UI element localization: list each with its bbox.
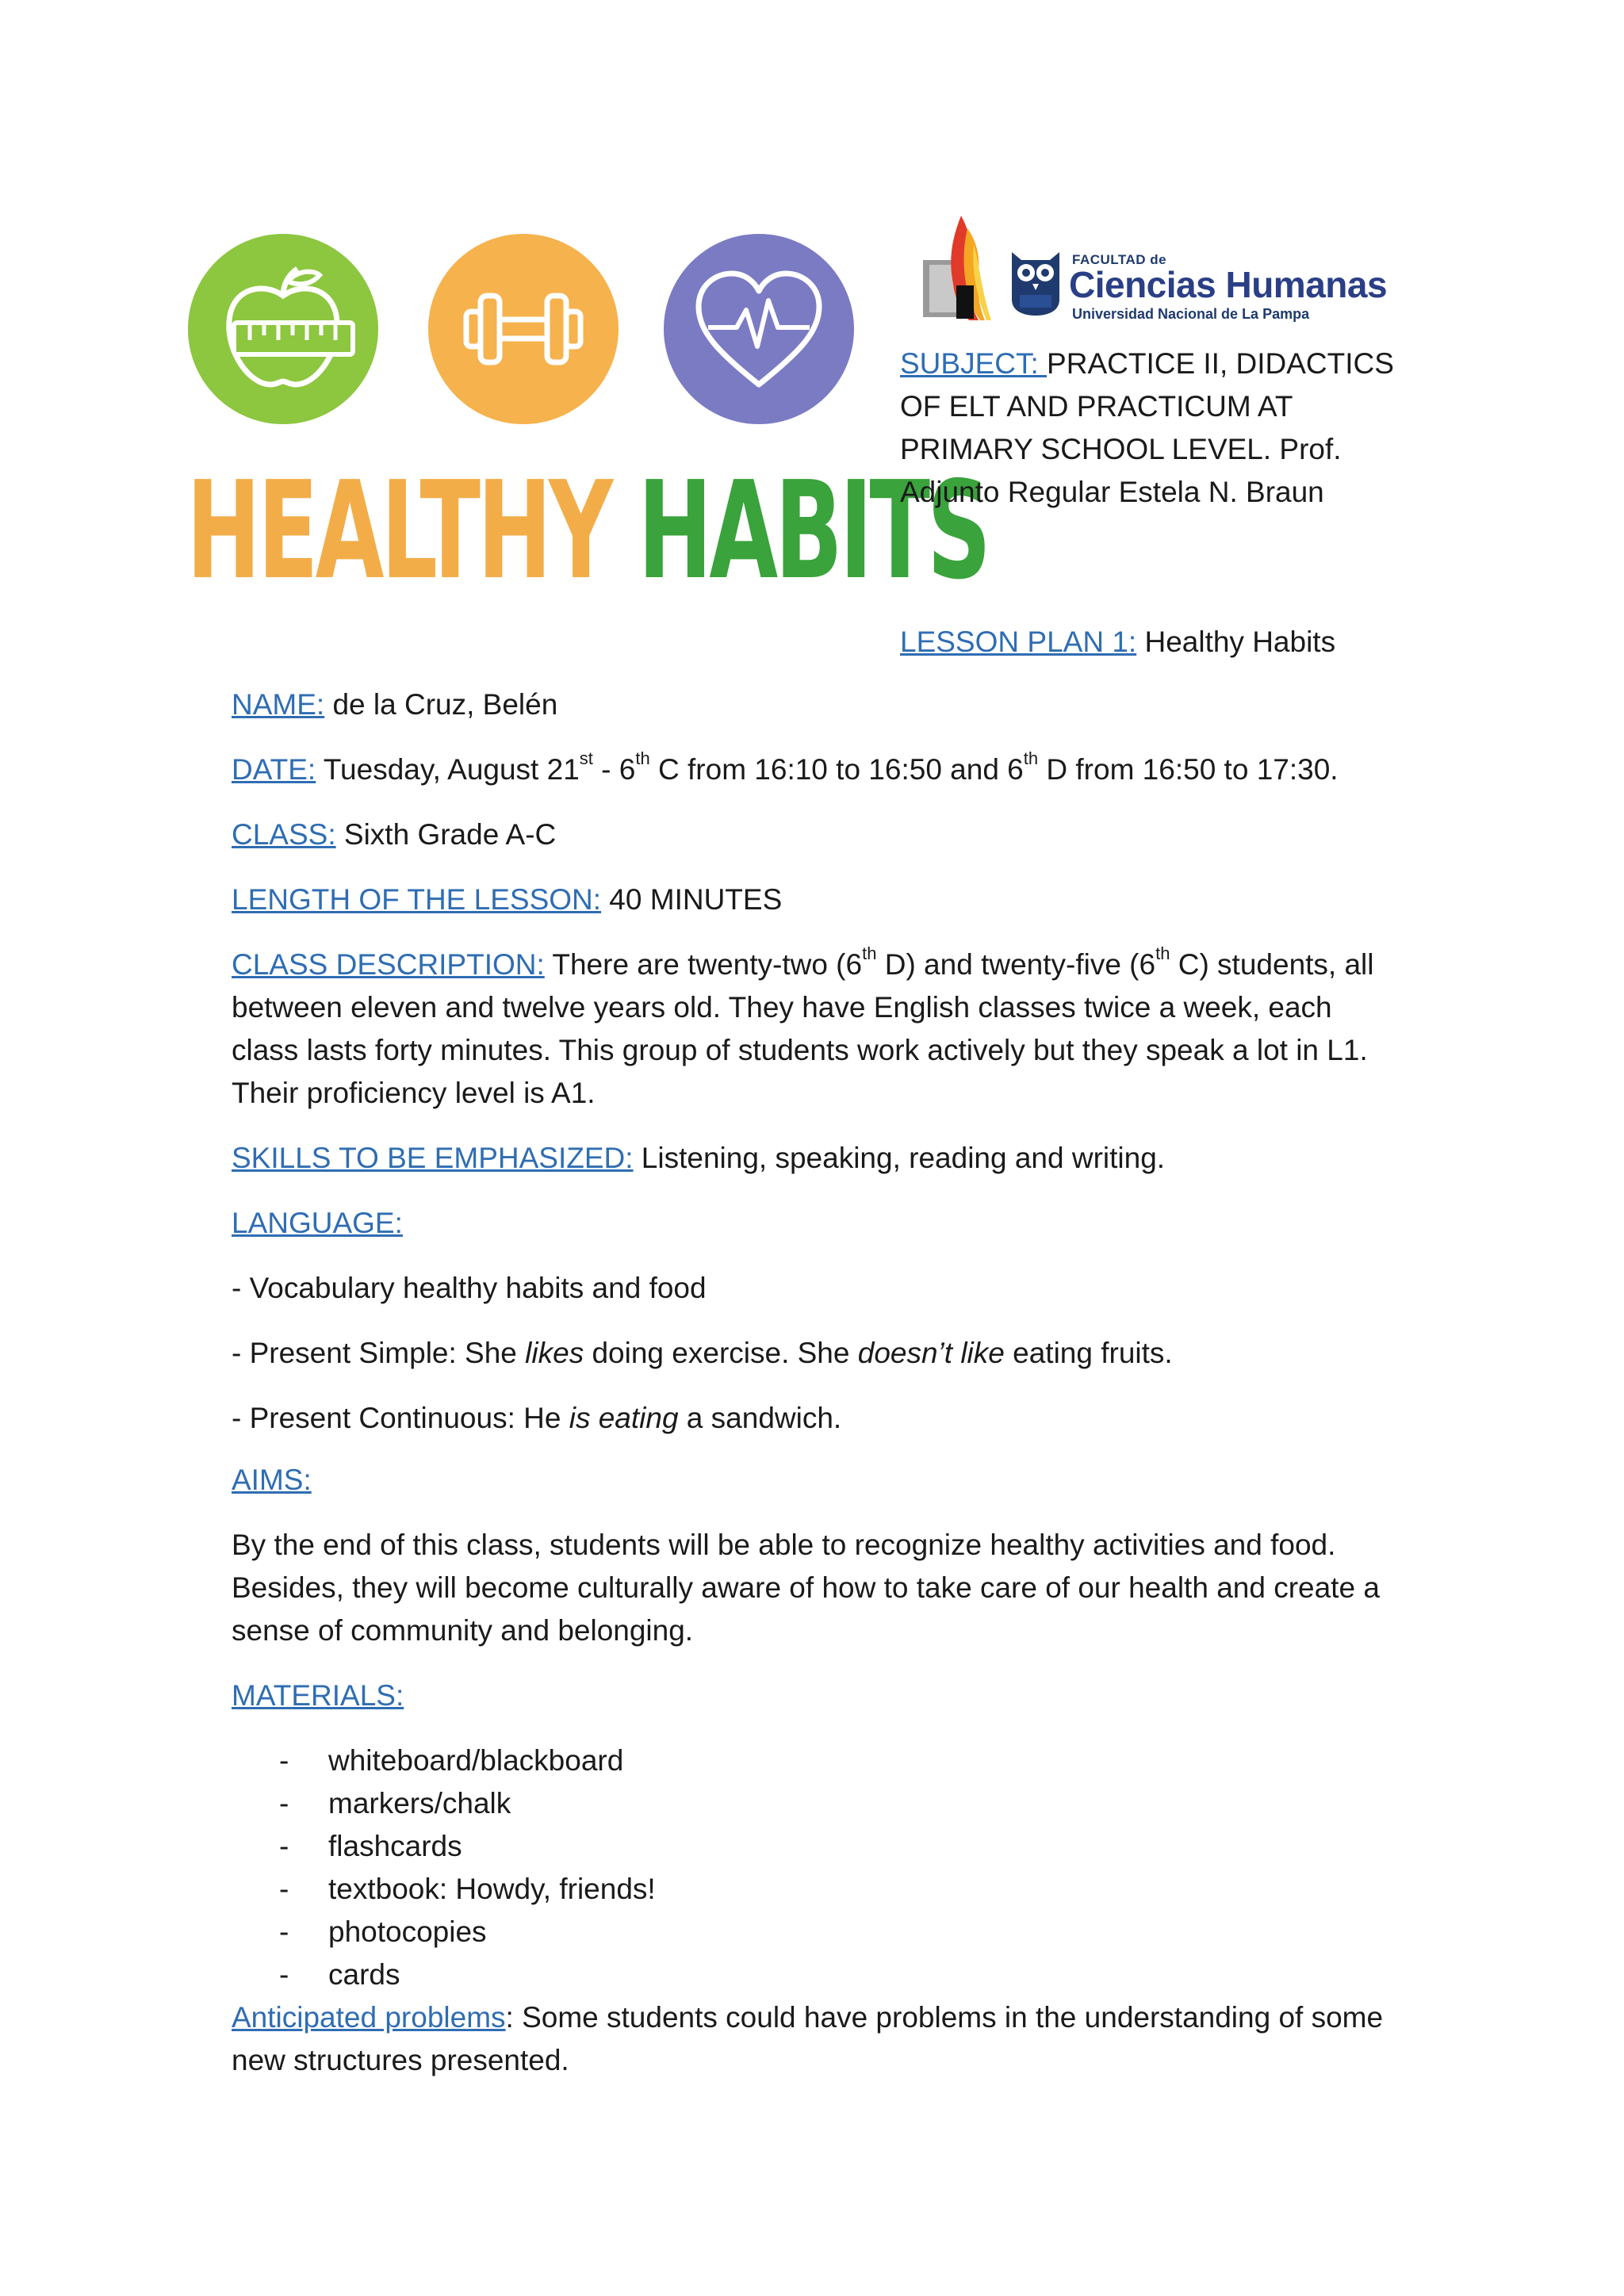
aims-heading (232, 1459, 1405, 1502)
flame-emblem-icon (921, 212, 1009, 323)
material-item-text: whiteboard/blackboard (328, 1744, 624, 1777)
class-description-superscript: th (1155, 943, 1170, 963)
list-item: - textbook: Howdy, friends! (279, 1868, 1405, 1911)
list-item: - cards (279, 1954, 1405, 1996)
logo-university-name: Universidad Nacional de La Pampa (1072, 306, 1310, 322)
material-item-text: cards (328, 1958, 400, 1991)
language-label: LANGUAGE: (232, 1207, 403, 1239)
language-text: - Present Continuous: He (232, 1402, 569, 1434)
list-item: - flashcards (279, 1825, 1405, 1868)
language-text: - Present Simple: She (232, 1337, 526, 1369)
skills-label: SKILLS TO BE EMPHASIZED: (232, 1142, 634, 1174)
banner-title (186, 452, 988, 610)
material-item-text: flashcards (328, 1830, 462, 1862)
lesson-plan-label: LESSON PLAN 1: (900, 626, 1137, 658)
materials-label: MATERIALS: (232, 1679, 404, 1712)
material-item-text: textbook: Howdy, friends! (328, 1873, 656, 1905)
name-label: NAME: (232, 688, 325, 721)
heart-pulse-icon (664, 234, 854, 424)
list-item: - photocopies (279, 1911, 1405, 1954)
language-vocab-line: - Vocabulary healthy habits and food (232, 1272, 707, 1304)
class-text: Sixth Grade A-C (335, 818, 557, 851)
language-text: a sandwich. (678, 1402, 842, 1434)
date-line (232, 748, 1405, 791)
logo-faculty-name: Ciencias Humanas (1069, 264, 1388, 305)
skills-line (232, 1137, 1405, 1180)
logo-faculty-label: FACULTAD de (1072, 252, 1167, 267)
date-superscript: th (635, 748, 650, 768)
date-text: - 6 (592, 753, 636, 786)
present-continuous-line (232, 1397, 1405, 1440)
length-text: 40 MINUTES (601, 883, 783, 916)
language-example-italic: likes (525, 1337, 584, 1369)
length-label: LENGTH OF THE LESSON: (232, 883, 602, 916)
present-simple-line (232, 1332, 1405, 1375)
class-description-text: D) and twenty-five (6 (876, 948, 1156, 981)
banner-word-habits: HABITS (638, 453, 988, 610)
language-text: eating fruits. (1004, 1337, 1173, 1369)
name-text: de la Cruz, Belén (324, 688, 558, 721)
language-text: doing exercise. She (584, 1337, 858, 1369)
list-item: - markers/chalk (279, 1782, 1405, 1825)
lesson-plan-text: Healthy Habits (1136, 626, 1336, 658)
class-description-text: C) students, all between eleven and twelve years old. They have English classes twice a week, each class lasts forty minutes. This group of students work actively but they speak a lot in L1. Their proficiency level is A1. (232, 948, 1374, 1109)
aims-paragraph: By the end of this class, students will be able to recognize healthy activities and food. Besides, they will become culturally aware of how to take care of our health and create a sense of community and belonging. (232, 1529, 1380, 1647)
date-superscript: th (1023, 748, 1039, 768)
anticipated-problems-text: : Some students could have problems in the understanding of some new structures presented. (232, 2001, 1384, 2076)
subject-label: SUBJECT: (900, 347, 1048, 380)
date-superscript: st (579, 748, 593, 768)
skills-text: Listening, speaking, reading and writing. (633, 1142, 1166, 1174)
aims-label: AIMS: (232, 1464, 312, 1496)
date-label: DATE: (232, 753, 316, 786)
material-item-text: photocopies (328, 1915, 487, 1948)
class-label: CLASS: (232, 818, 336, 851)
language-example-italic: doesn’t like (857, 1337, 1005, 1369)
list-item: - whiteboard/blackboard (279, 1739, 1405, 1782)
date-text: Tuesday, August 21 (316, 753, 580, 786)
class-description-paragraph (232, 943, 1405, 1115)
lesson-plan-line (900, 621, 1335, 664)
class-description-label: CLASS DESCRIPTION: (232, 948, 545, 981)
subject-text: PRACTICE II, DIDACTICS OF ELT AND PRACTICUM AT PRIMARY SCHOOL LEVEL. Prof. Adjunto Regular Estela N. Braun (900, 347, 1394, 508)
material-item-text: markers/chalk (328, 1787, 511, 1820)
length-line (232, 878, 1405, 921)
materials-heading (232, 1674, 1405, 1717)
banner-word-healthy: HEALTHY (186, 453, 611, 610)
class-line (232, 813, 1405, 856)
dumbbell-icon (428, 234, 619, 424)
date-text: D from 16:50 to 17:30. (1038, 753, 1339, 786)
apple-measuring-tape-icon (188, 234, 378, 424)
language-example-italic: is eating (569, 1402, 679, 1434)
language-heading (232, 1202, 1405, 1245)
class-description-superscript: th (862, 943, 877, 963)
class-description-text: There are twenty-two (6 (544, 948, 863, 981)
subject-block (900, 342, 1408, 514)
lesson-plan-body (232, 683, 1405, 2104)
anticipated-problems-label: Anticipated problems (232, 2001, 506, 2034)
date-text: C from 16:10 to 16:50 and 6 (649, 753, 1024, 786)
materials-list (279, 1739, 1405, 1996)
name-line (232, 683, 1405, 726)
owl-icon (1007, 244, 1064, 317)
faculty-logo (921, 212, 1388, 331)
anticipated-problems-paragraph (232, 1996, 1405, 2082)
